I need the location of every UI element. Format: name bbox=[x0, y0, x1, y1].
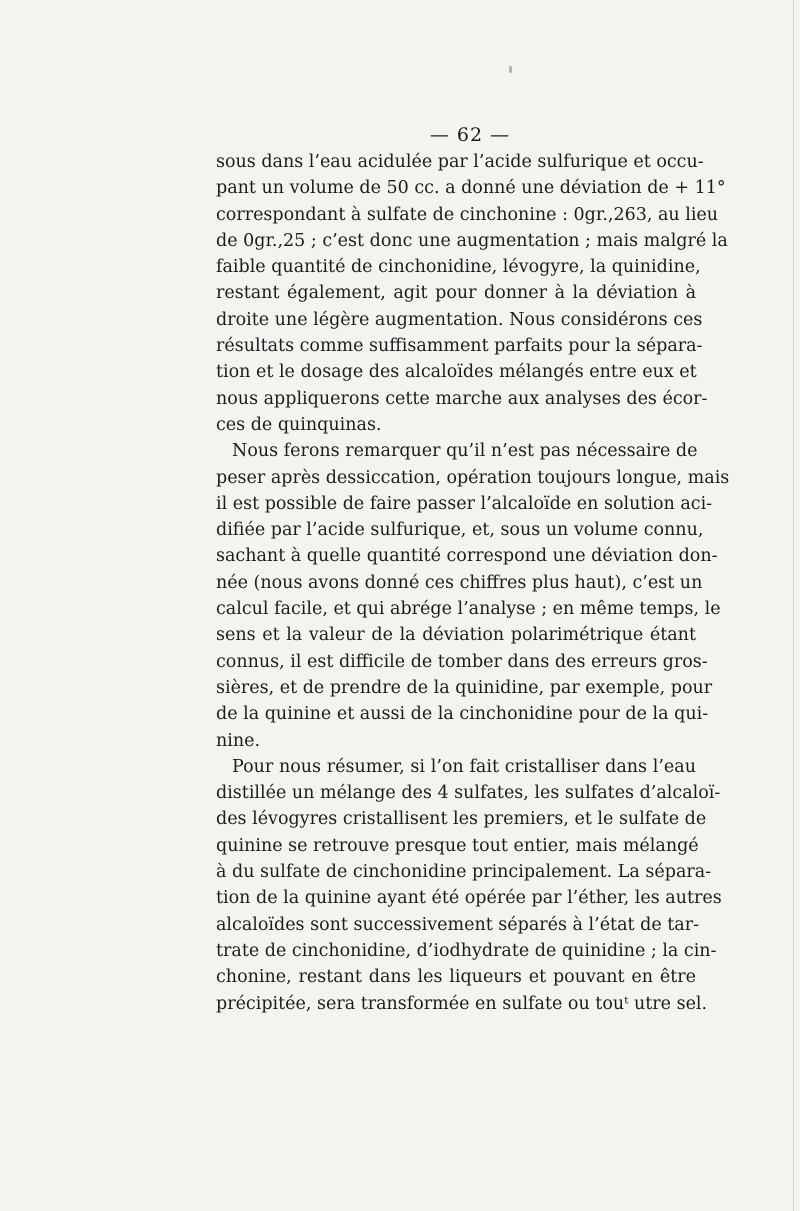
text-line: née (nous avons donné ces chiffres plus haut), c’est un bbox=[216, 572, 703, 593]
body-text bbox=[216, 149, 730, 1017]
text-line: faible quantité de cinchonidine, lévogyre, la quinidine, bbox=[216, 257, 701, 278]
text-line: restant également, agit pour donner à la déviation à bbox=[216, 283, 696, 304]
text-line: distillée un mélange des 4 sulfates, les sulfates d’alcaloï- bbox=[216, 783, 721, 804]
page-number: — 62 — bbox=[429, 124, 511, 146]
text-line: calcul facile, et qui abrége l’analyse ; en même temps, le bbox=[216, 599, 721, 620]
text-line: précipitée, sera transformée en sulfate ou touᵗ utre sel. bbox=[216, 993, 708, 1014]
text-line: ces de quinquinas. bbox=[216, 414, 382, 435]
text-line: tion et le dosage des alcaloïdes mélangés entre eux et bbox=[216, 362, 697, 383]
text-line: difiée par l’acide sulfurique, et, sous un volume connu, bbox=[216, 520, 704, 541]
paper-speck bbox=[509, 66, 512, 73]
text-line: chonine, restant dans les liqueurs et pouvant en être bbox=[216, 967, 696, 988]
text-line: peser après dessiccation, opération toujours longue, mais bbox=[216, 467, 730, 488]
text-line: nine. bbox=[216, 730, 261, 751]
text-line: sachant à quelle quantité correspond une déviation don- bbox=[216, 546, 718, 567]
text-line: il est possible de faire passer l’alcaloïde en solution aci- bbox=[216, 493, 713, 514]
text-line: sières, et de prendre de la quinidine, par exemple, pour bbox=[216, 677, 713, 698]
text-line: des lévogyres cristallisent les premiers, et le sulfate de bbox=[216, 809, 707, 830]
text-line: pant un volume de 50 cc. a donné une déviation de + 11° bbox=[216, 178, 726, 199]
text-line: sens et la valeur de la déviation polarimétrique étant bbox=[216, 625, 696, 646]
text-line: quinine se retrouve presque tout entier, mais mélangé bbox=[216, 835, 699, 856]
text-line: de 0gr.,25 ; c’est donc une augmentation ; mais malgré la bbox=[216, 230, 728, 251]
text-line: Pour nous résumer, si l’on fait cristalliser dans l’eau bbox=[232, 756, 696, 777]
text-line: résultats comme suffisamment parfaits pour la sépara- bbox=[216, 336, 703, 357]
text-line: Nous ferons remarquer qu’il n’est pas nécessaire de bbox=[232, 441, 698, 462]
text-line: sous dans l’eau acidulée par l’acide sulfurique et occu- bbox=[216, 152, 704, 172]
text-line: droite une légère augmentation. Nous considérons ces bbox=[216, 309, 703, 330]
page-edge bbox=[793, 0, 794, 1211]
text-line: alcaloïdes sont successivement séparés à l’état de tar- bbox=[216, 914, 699, 935]
text-line: de la quinine et aussi de la cinchonidine pour de la qui- bbox=[216, 704, 709, 725]
text-line: trate de cinchonidine, d’iodhydrate de quinidine ; la cin- bbox=[216, 940, 717, 961]
text-line: nous appliquerons cette marche aux analyses des écor- bbox=[216, 388, 708, 409]
text-line: correspondant à sulfate de cinchonine : 0gr.,263, au lieu bbox=[216, 204, 719, 225]
text-line: connus, il est difficile de tomber dans des erreurs gros- bbox=[216, 651, 708, 672]
text-line: tion de la quinine ayant été opérée par l’éther, les autres bbox=[216, 888, 722, 909]
text-line: à du sulfate de cinchonidine principalement. La sépara- bbox=[216, 862, 712, 883]
